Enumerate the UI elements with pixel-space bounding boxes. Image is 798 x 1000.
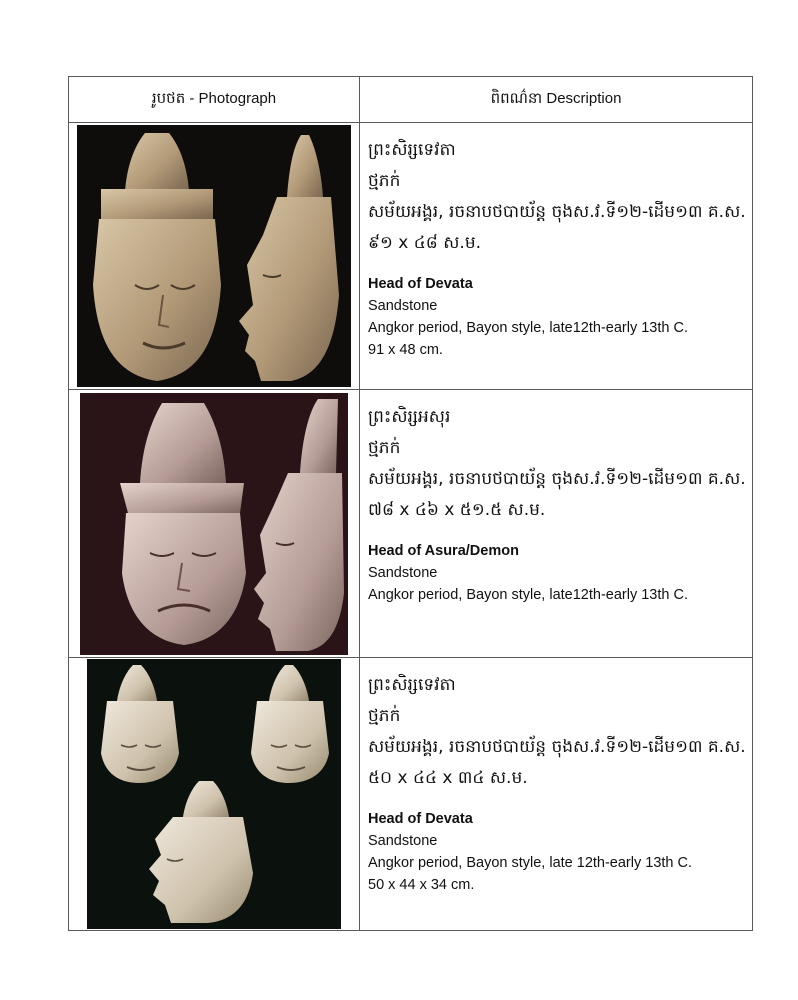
english-title: Head of Devata [368, 276, 473, 292]
catalog-table [68, 76, 753, 931]
table-row [69, 390, 753, 658]
photo-cell [69, 658, 360, 931]
devata-head-photo [77, 125, 351, 387]
photo-column-header: រូបថត - Photograph [69, 77, 360, 123]
description-cell [360, 658, 753, 931]
english-size: 91 x 48 cm. [368, 342, 443, 358]
description-cell [360, 390, 753, 658]
khmer-material: ថ្មភក់ [368, 706, 401, 726]
table-row [69, 658, 753, 931]
devata-heads-photo [87, 659, 341, 929]
table-row [69, 123, 753, 390]
english-material: Sandstone [368, 298, 438, 314]
asura-head-photo [80, 393, 348, 655]
photo-cell [69, 390, 360, 658]
khmer-name: ព្រះសិរ្សទេវតា [368, 140, 456, 160]
khmer-size: ៥០ x ៤៤ x ៣៤ ស.ម. [368, 768, 528, 788]
header-row [69, 77, 753, 123]
english-period: Angkor period, Bayon style, late 12th-early 13th C. [368, 855, 693, 871]
khmer-period: សម័យអង្គរ, រចនាបថបាយ័ន្ត ចុងស.វ.ទី១២-ដើម១៣ គ.ស. [368, 737, 746, 757]
khmer-material: ថ្មភក់ [368, 438, 401, 458]
english-title: Head of Devata [368, 811, 473, 827]
khmer-size: ៩១ x ៤៨ ស.ម. [368, 233, 482, 253]
english-size: 50 x 44 x 34 cm. [368, 877, 475, 893]
english-period: Angkor period, Bayon style, late12th-early 13th C. [368, 587, 688, 603]
english-material: Sandstone [368, 565, 438, 581]
photo-cell [69, 123, 360, 390]
description-cell [360, 123, 753, 390]
khmer-material: ថ្មភក់ [368, 171, 401, 191]
english-period: Angkor period, Bayon style, late12th-early 13th C. [368, 320, 688, 336]
khmer-period: សម័យអង្គរ, រចនាបថបាយ័ន្ត ចុងស.វ.ទី១២-ដើម១៣ គ.ស. [368, 469, 746, 489]
description-column-header: ពិពណ៌នា Description [360, 77, 753, 123]
khmer-period: សម័យអង្គរ, រចនាបថបាយ័ន្ត ចុងស.វ.ទី១២-ដើម១៣ គ.ស. [368, 202, 746, 222]
english-material: Sandstone [368, 833, 438, 849]
khmer-size: ៧៨ x ៤៦ x ៥១.៥ ស.ម. [368, 500, 546, 520]
khmer-name: ព្រះសិរ្សអសុរ [368, 407, 451, 427]
english-title: Head of Asura/Demon [368, 543, 519, 559]
khmer-name: ព្រះសិរ្សទេវតា [368, 675, 456, 695]
